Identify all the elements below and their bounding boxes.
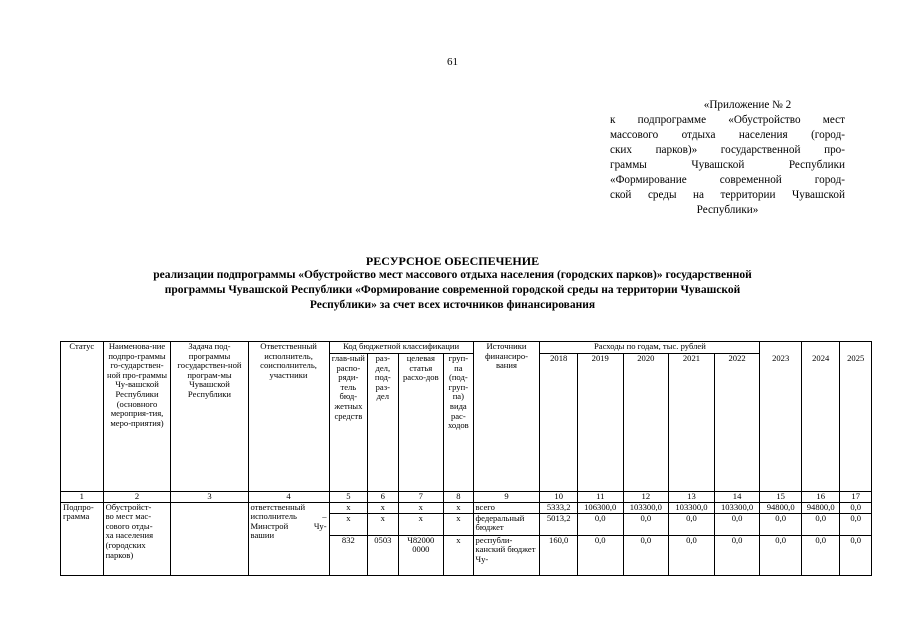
value-cell: 0,0 bbox=[801, 513, 840, 535]
value-cell: 0,0 bbox=[840, 502, 872, 513]
value-cell: 0,0 bbox=[669, 513, 715, 535]
column-number: 5 bbox=[329, 492, 368, 503]
cs-cell: Ч82000 0000 bbox=[398, 535, 444, 575]
rz-cell: x bbox=[368, 513, 398, 535]
year-header: 2024 bbox=[801, 354, 840, 364]
responsible-line: ответственный bbox=[250, 502, 306, 512]
column-number: 8 bbox=[444, 492, 473, 503]
appendix-line: «Приложение № 2 bbox=[703, 99, 792, 111]
column-number: 14 bbox=[714, 492, 760, 503]
column-number: 7 bbox=[398, 492, 444, 503]
title-sub-line: реализации подпрограммы «Обустройство мест массового отдыха населения (городских парков)» государственной bbox=[153, 269, 752, 281]
status-line: грамма bbox=[63, 511, 90, 522]
header-responsible: Ответственный исполнитель, соисполнитель, участники bbox=[248, 342, 329, 492]
value-cell: 106300,0 bbox=[577, 502, 623, 513]
year-header: 2023 bbox=[760, 354, 802, 364]
column-number: 4 bbox=[248, 492, 329, 503]
column-number: 6 bbox=[368, 492, 398, 503]
value-cell: 0,0 bbox=[760, 535, 802, 575]
value-cell: 0,0 bbox=[577, 513, 623, 535]
appendix-line: к подпрограмме «Обустройство мест bbox=[610, 114, 845, 126]
header-budget-code: Код бюджетной классификации bbox=[329, 342, 473, 354]
header-status: Статус bbox=[61, 342, 104, 492]
header-cs: целевая статья расхо-дов bbox=[398, 354, 444, 492]
header-gl: глав-ный распо-ряди-тель бюд-жетных средств bbox=[329, 354, 368, 492]
value-cell: 5333,2 bbox=[540, 502, 578, 513]
value-cell: 0,0 bbox=[840, 535, 872, 575]
value-cell: 103300,0 bbox=[714, 502, 760, 513]
document-title bbox=[60, 254, 845, 313]
name-line: парков) bbox=[105, 549, 134, 560]
appendix-line: граммы Чувашской Республики bbox=[610, 159, 845, 171]
column-number: 2 bbox=[103, 492, 171, 503]
value-cell: 160,0 bbox=[540, 535, 578, 575]
responsible-line: исполнитель – bbox=[250, 511, 327, 522]
responsible-line: Минстрой Чу- bbox=[250, 520, 327, 531]
column-number: 3 bbox=[171, 492, 248, 503]
header-vr: груп-па (под-груп-па) вида рас-ходов bbox=[444, 354, 473, 492]
appendix-line: ских парков)» государственной про- bbox=[610, 144, 845, 156]
column-number: 9 bbox=[473, 492, 540, 503]
status-line: Подпро- bbox=[63, 502, 94, 512]
source-cell: федеральный бюджет bbox=[473, 513, 540, 535]
resource-table bbox=[60, 341, 872, 576]
value-cell: 0,0 bbox=[669, 535, 715, 575]
cs-cell: x bbox=[398, 513, 444, 535]
year-header: 2018 bbox=[540, 354, 578, 364]
name-line: сового отды- bbox=[105, 520, 153, 531]
gl-cell: x bbox=[329, 513, 368, 535]
value-cell: 94800,0 bbox=[760, 502, 802, 513]
value-cell: 5013,2 bbox=[540, 513, 578, 535]
header-rz: раз-дел, под-раз-дел bbox=[368, 354, 398, 492]
title-sub-line: программы Чувашской Республики «Формирование современной городской среды на территории Чувашской bbox=[164, 284, 741, 296]
rz-cell: 0503 bbox=[368, 535, 398, 575]
column-number: 16 bbox=[801, 492, 840, 503]
column-number: 10 bbox=[540, 492, 578, 503]
column-number: 17 bbox=[840, 492, 872, 503]
page-number: 61 bbox=[447, 56, 458, 68]
value-cell: 0,0 bbox=[714, 513, 760, 535]
value-cell: 0,0 bbox=[623, 535, 669, 575]
name-line: (городских bbox=[105, 540, 146, 551]
title-sub-line: Республики» за счет всех источников финансирования bbox=[309, 299, 596, 311]
vr-cell: x bbox=[444, 513, 473, 535]
task-cell bbox=[171, 502, 248, 575]
header-task: Задача под-программы государствен-ной програм-мы Чувашской Республики bbox=[171, 342, 248, 492]
column-number: 15 bbox=[760, 492, 802, 503]
year-header: 2019 bbox=[577, 354, 623, 364]
name-line: Обустройст- bbox=[105, 502, 152, 512]
appendix-note bbox=[610, 98, 845, 218]
column-number-row bbox=[61, 492, 872, 503]
responsible-cell bbox=[248, 502, 329, 575]
cs-cell: x bbox=[398, 502, 444, 513]
appendix-line: Республики» bbox=[696, 204, 759, 216]
year-header: 2020 bbox=[623, 354, 669, 364]
column-number: 1 bbox=[61, 492, 104, 503]
title-main: РЕСУРСНОЕ ОБЕСПЕЧЕНИЕ bbox=[365, 254, 540, 268]
column-number: 12 bbox=[623, 492, 669, 503]
header-sources: Источники финансиро-вания bbox=[473, 342, 540, 492]
header-name: Наименова-ние подпро-граммы го-сударствен-ной про-граммы Чу-вашской Республики (основного мероприя-тия, меро-приятия) bbox=[103, 342, 171, 492]
value-cell: 103300,0 bbox=[669, 502, 715, 513]
value-cell: 103300,0 bbox=[623, 502, 669, 513]
value-cell: 0,0 bbox=[760, 513, 802, 535]
subprogram-name-cell bbox=[103, 502, 171, 575]
source-cell: всего bbox=[473, 502, 540, 513]
rz-cell: x bbox=[368, 502, 398, 513]
table-row bbox=[61, 502, 872, 513]
vr-cell: x bbox=[444, 535, 473, 575]
appendix-line: массового отдыха населения (город- bbox=[610, 129, 845, 141]
header-expenses: Расходы по годам, тыс. рублей bbox=[540, 342, 760, 354]
column-number: 13 bbox=[669, 492, 715, 503]
year-header: 2021 bbox=[669, 354, 715, 364]
name-line: ха населения bbox=[105, 530, 154, 541]
appendix-line: «Формирование современной город- bbox=[610, 174, 845, 186]
column-number: 11 bbox=[577, 492, 623, 503]
name-line: во мест мас- bbox=[105, 511, 152, 522]
value-cell: 0,0 bbox=[801, 535, 840, 575]
responsible-line: вашии bbox=[250, 530, 275, 541]
value-cell: 94800,0 bbox=[801, 502, 840, 513]
value-cell: 0,0 bbox=[840, 513, 872, 535]
status-cell bbox=[61, 502, 104, 575]
appendix-line: ской среды на территории Чувашской bbox=[610, 189, 845, 201]
value-cell: 0,0 bbox=[577, 535, 623, 575]
vr-cell: x bbox=[444, 502, 473, 513]
value-cell: 0,0 bbox=[623, 513, 669, 535]
year-header: 2025 bbox=[840, 354, 872, 364]
value-cell: 0,0 bbox=[714, 535, 760, 575]
gl-cell: x bbox=[329, 502, 368, 513]
source-cell: республи-канский бюджет Чу- bbox=[473, 535, 540, 575]
gl-cell: 832 bbox=[329, 535, 368, 575]
year-header: 2022 bbox=[714, 354, 760, 364]
